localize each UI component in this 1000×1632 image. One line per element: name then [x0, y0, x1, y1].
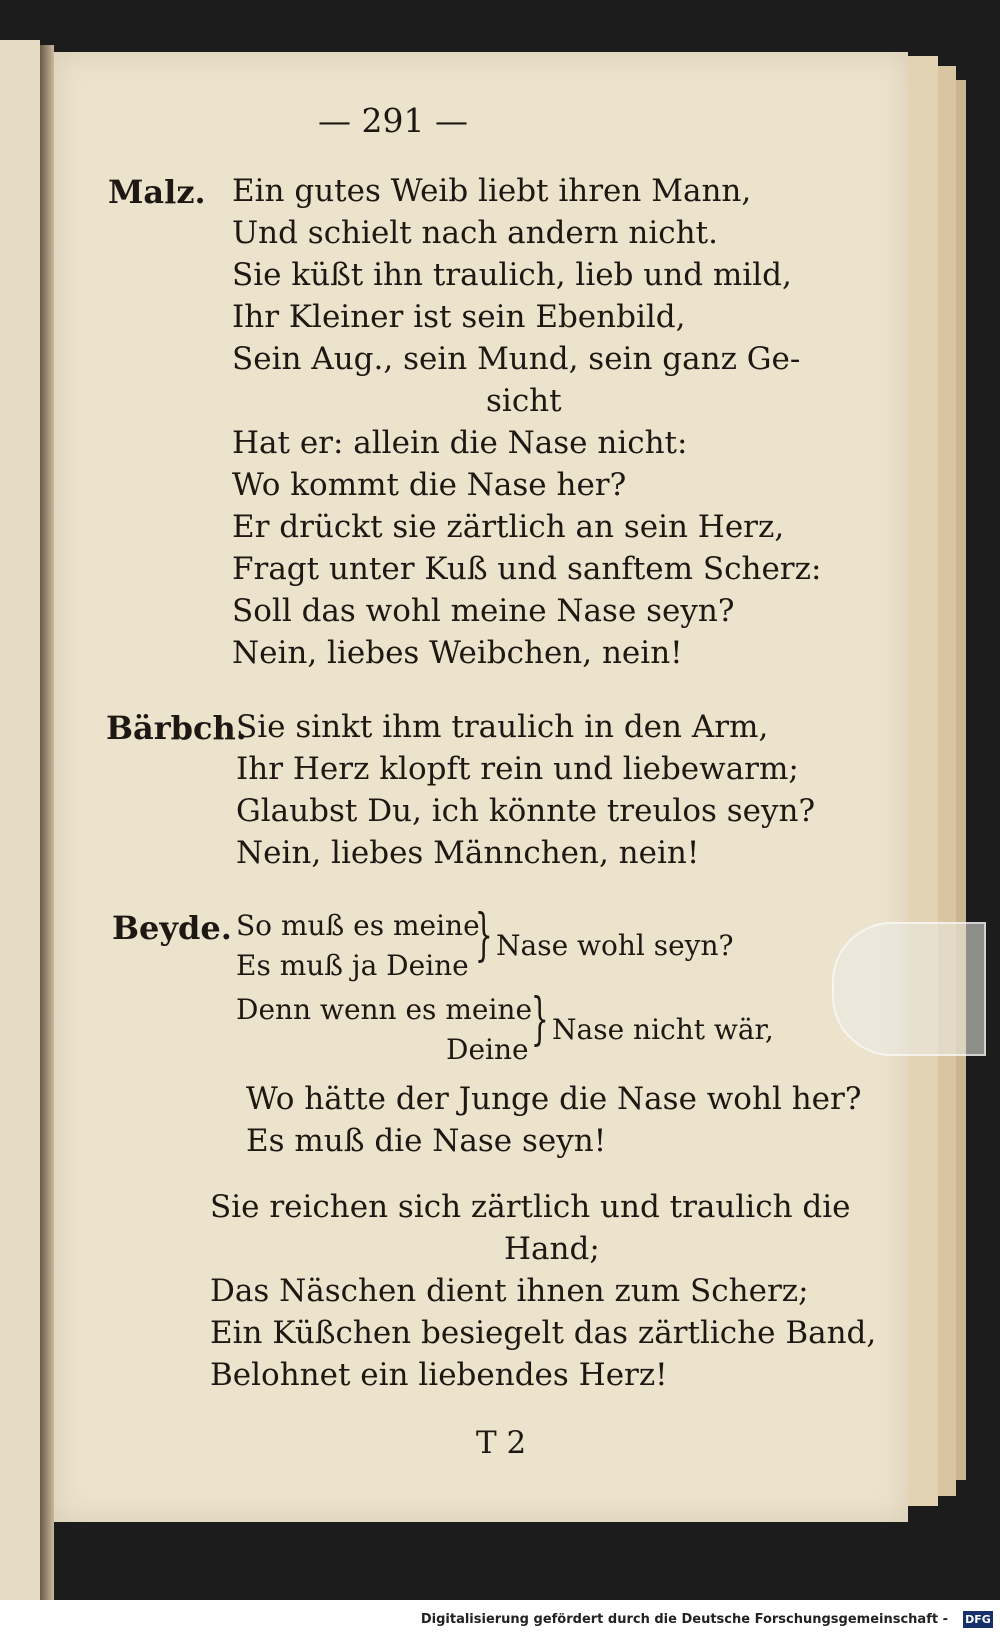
verse-line: Es muß die Nase seyn! [246, 1123, 607, 1159]
verse-line: Wo hätte der Junge die Nase wohl her? [246, 1081, 862, 1117]
verse-line: Sie küßt ihn traulich, lieb und mild, [232, 257, 792, 293]
speaker-label: Malz. [108, 173, 206, 211]
verse-line: Denn wenn es meine [236, 993, 533, 1026]
verse-line: Nein, liebes Weibchen, nein! [232, 635, 683, 671]
verse-line: Ihr Herz klopft rein und liebewarm; [236, 751, 799, 787]
verse-line: Ihr Kleiner ist sein Ebenbild, [232, 299, 686, 335]
speaker-label: Bärbch. [106, 709, 247, 747]
dfg-logo: DFG [963, 1611, 993, 1628]
left-page-edge [0, 40, 40, 1600]
verse-line: Sein Aug., sein Mund, sein ganz Ge- [232, 341, 801, 377]
digitization-credit: Digitalisierung gefördert durch die Deutsche Forschungsgemeinschaft - [420, 1612, 948, 1627]
page-stack-edge [938, 66, 956, 1496]
verse-line: Ein gutes Weib liebt ihren Mann, [232, 173, 752, 209]
verse-line: sicht [486, 383, 562, 419]
page-number: — 291 — [318, 101, 468, 140]
verse-line: Hand; [504, 1231, 600, 1267]
brace-mark: } [474, 903, 493, 968]
verse-line: Und schielt nach andern nicht. [232, 215, 718, 251]
verse-line: Wo kommt die Nase her? [232, 467, 627, 503]
verse-line: Ein Küßchen besiegelt das zärtliche Band, [210, 1315, 877, 1351]
verse-line: So muß es meine [236, 909, 480, 942]
verse-line: Das Näschen dient ihnen zum Scherz; [210, 1273, 809, 1309]
verse-line: Nase wohl seyn? [496, 929, 734, 962]
verse-line: Soll das wohl meine Nase seyn? [232, 593, 735, 629]
verse-line: Deine [446, 1033, 529, 1066]
speaker-label: Beyde. [112, 909, 232, 947]
brace-mark: } [530, 987, 549, 1052]
book-gutter [40, 45, 54, 1600]
verse-line: Glaubst Du, ich könnte treulos seyn? [236, 793, 816, 829]
signature-mark: T 2 [476, 1425, 527, 1461]
verse-line: Sie reichen sich zärtlich und traulich die [210, 1189, 851, 1225]
verse-line: Es muß ja Deine [236, 949, 469, 982]
page-stack-edge [908, 56, 938, 1506]
thumb-holder [832, 922, 986, 1056]
verse-line: Belohnet ein liebendes Herz! [210, 1357, 668, 1393]
page-stack-edge [956, 80, 966, 1480]
verse-line: Sie sinkt ihm traulich in den Arm, [236, 709, 769, 745]
verse-line: Nein, liebes Männchen, nein! [236, 835, 700, 871]
verse-line: Hat er: allein die Nase nicht: [232, 425, 688, 461]
verse-line: Nase nicht wär, [552, 1013, 774, 1046]
verse-line: Fragt unter Kuß und sanftem Scherz: [232, 551, 822, 587]
verse-line: Er drückt sie zärtlich an sein Herz, [232, 509, 785, 545]
